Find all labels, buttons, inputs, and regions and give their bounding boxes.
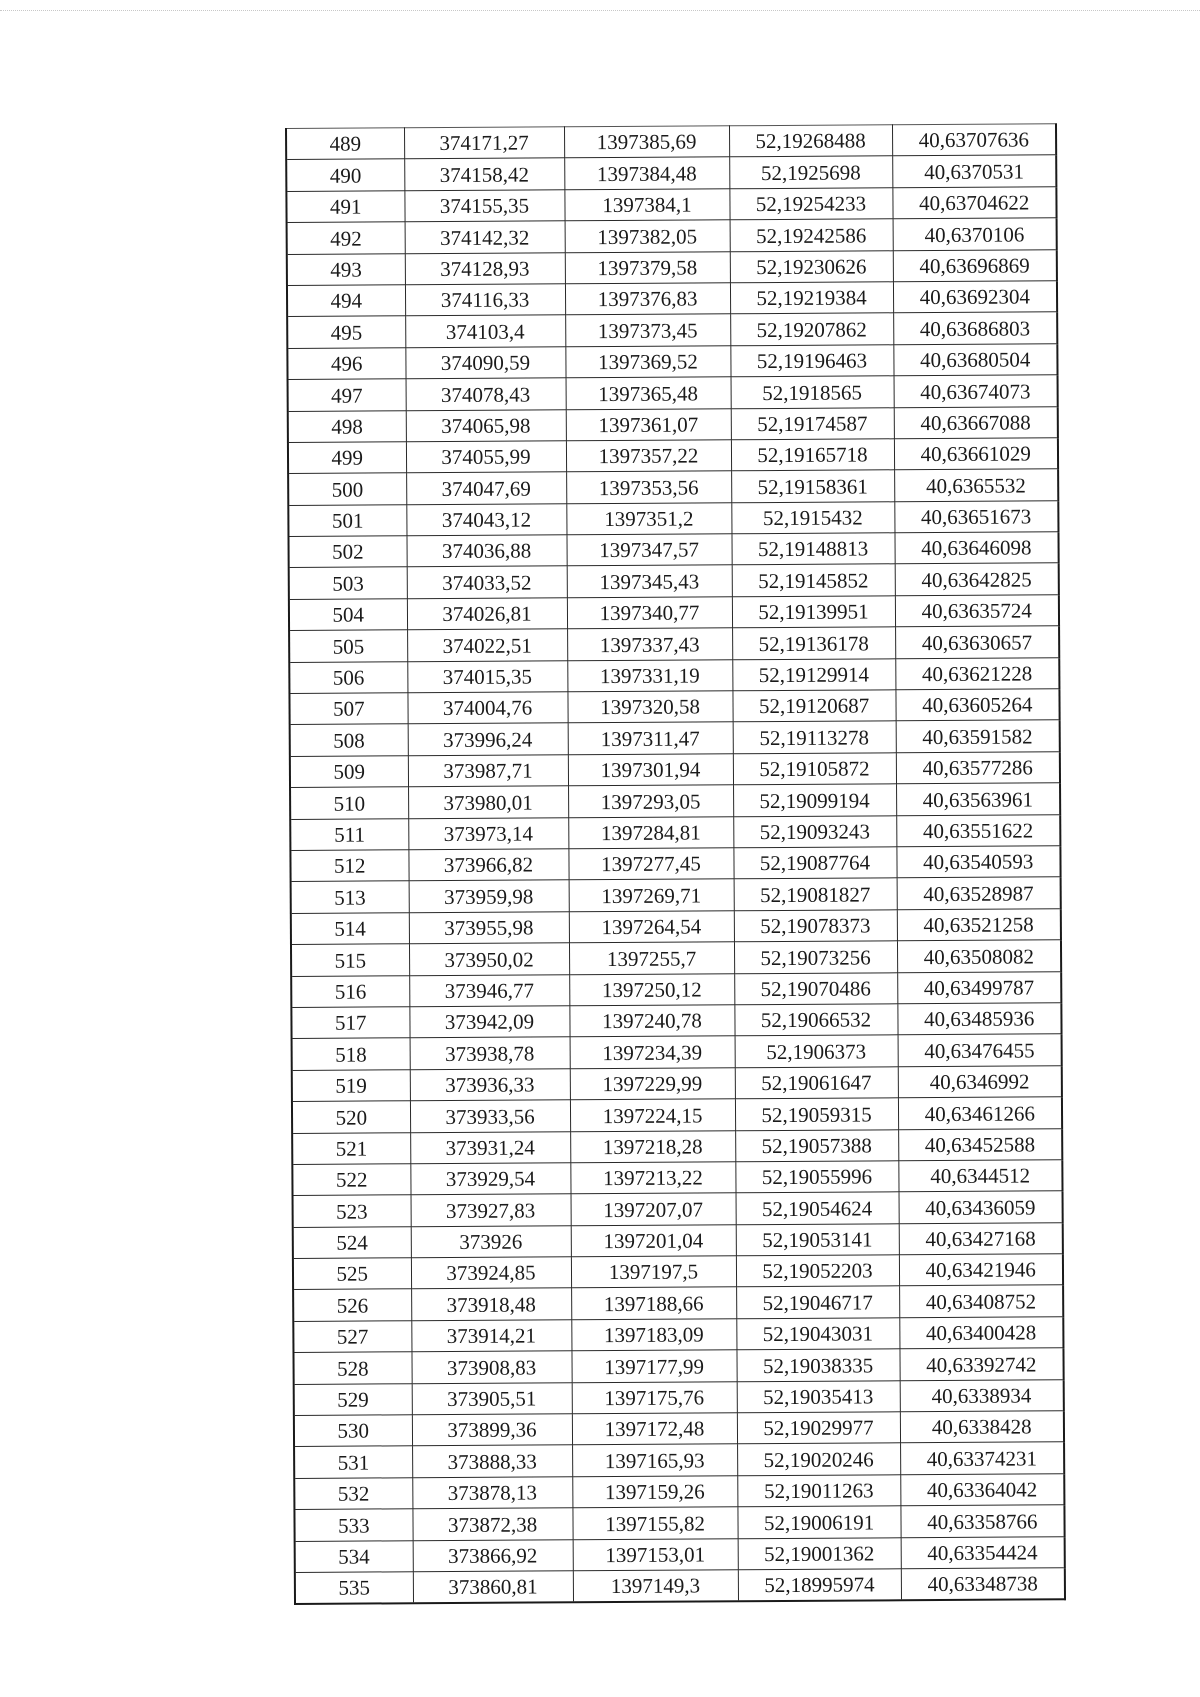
y-coordinate-cell: 1397345,43 <box>567 565 732 597</box>
table-row <box>289 595 1059 631</box>
y-coordinate-cell: 1397340,77 <box>567 597 732 629</box>
latitude-cell: 52,19207862 <box>730 313 893 345</box>
point-number-cell: 496 <box>287 348 405 380</box>
y-coordinate-cell: 1397155,82 <box>572 1507 737 1539</box>
point-number-cell: 515 <box>291 944 409 976</box>
point-number-cell: 503 <box>289 567 407 599</box>
x-coordinate-cell: 374043,12 <box>406 503 566 535</box>
point-number-cell: 512 <box>290 850 408 882</box>
point-number-cell: 524 <box>293 1226 411 1258</box>
latitude-cell: 52,19057388 <box>735 1129 898 1161</box>
y-coordinate-cell: 1397255,7 <box>569 942 734 974</box>
longitude-cell: 40,63674073 <box>894 375 1058 407</box>
longitude-cell: 40,63661029 <box>894 438 1058 470</box>
point-number-cell: 492 <box>287 222 405 254</box>
latitude-cell: 52,19120687 <box>732 690 895 722</box>
latitude-cell: 52,19059315 <box>735 1098 898 1130</box>
latitude-cell: 52,19242586 <box>730 219 893 251</box>
table-row <box>292 1160 1062 1196</box>
y-coordinate-cell: 1397293,05 <box>568 785 733 817</box>
latitude-cell: 52,1918565 <box>731 376 894 408</box>
longitude-cell: 40,63508082 <box>897 940 1061 972</box>
longitude-cell: 40,63563961 <box>896 783 1060 815</box>
point-number-cell: 508 <box>290 724 408 756</box>
table-row <box>291 940 1061 976</box>
y-coordinate-cell: 1397331,19 <box>567 659 732 691</box>
point-number-cell: 528 <box>293 1352 411 1384</box>
x-coordinate-cell: 373959,98 <box>409 880 569 912</box>
y-coordinate-cell: 1397201,04 <box>571 1224 736 1256</box>
longitude-cell: 40,63651673 <box>894 500 1058 532</box>
x-coordinate-cell: 373924,85 <box>411 1257 571 1289</box>
table-row <box>290 720 1060 756</box>
latitude-cell: 52,19230626 <box>730 250 893 282</box>
latitude-cell: 52,19043031 <box>736 1318 899 1350</box>
latitude-cell: 52,19053141 <box>736 1223 899 1255</box>
x-coordinate-cell: 374128,93 <box>405 252 565 284</box>
x-coordinate-cell: 373927,83 <box>411 1194 571 1226</box>
latitude-cell: 52,19054624 <box>736 1192 899 1224</box>
y-coordinate-cell: 1397351,2 <box>566 502 731 534</box>
latitude-cell: 52,19113278 <box>733 721 896 753</box>
y-coordinate-cell: 1397264,54 <box>569 911 734 943</box>
latitude-cell: 52,19136178 <box>732 627 895 659</box>
point-number-cell: 504 <box>289 599 407 631</box>
y-coordinate-cell: 1397153,01 <box>573 1538 738 1570</box>
x-coordinate-cell: 373914,21 <box>411 1320 571 1352</box>
point-number-cell: 509 <box>290 756 408 788</box>
y-coordinate-cell: 1397384,1 <box>564 189 729 221</box>
latitude-cell: 52,19145852 <box>732 564 895 596</box>
table-row <box>292 1097 1062 1133</box>
longitude-cell: 40,63348738 <box>901 1568 1065 1601</box>
point-number-cell: 521 <box>292 1132 410 1164</box>
y-coordinate-cell: 1397183,09 <box>571 1319 736 1351</box>
table-row <box>287 218 1057 254</box>
longitude-cell: 40,63667088 <box>894 406 1058 438</box>
longitude-cell: 40,63358766 <box>900 1505 1064 1537</box>
longitude-cell: 40,63621228 <box>895 657 1059 689</box>
longitude-cell: 40,63686803 <box>893 312 1057 344</box>
longitude-cell: 40,63630657 <box>895 626 1059 658</box>
y-coordinate-cell: 1397384,48 <box>564 157 729 189</box>
y-coordinate-cell: 1397218,28 <box>570 1130 735 1162</box>
x-coordinate-cell: 374078,43 <box>406 378 566 410</box>
longitude-cell: 40,6370531 <box>892 155 1056 187</box>
x-coordinate-cell: 373918,48 <box>411 1288 571 1320</box>
x-coordinate-cell: 373955,98 <box>409 912 569 944</box>
y-coordinate-cell: 1397361,07 <box>566 408 731 440</box>
point-number-cell: 489 <box>286 128 404 160</box>
y-coordinate-cell: 1397311,47 <box>568 722 733 754</box>
y-coordinate-cell: 1397365,48 <box>566 377 731 409</box>
table-row <box>288 500 1058 536</box>
longitude-cell: 40,63354424 <box>901 1536 1065 1568</box>
y-coordinate-cell: 1397373,45 <box>565 314 730 346</box>
latitude-cell: 52,19148813 <box>731 533 894 565</box>
y-coordinate-cell: 1397369,52 <box>565 346 730 378</box>
point-number-cell: 520 <box>292 1101 410 1133</box>
longitude-cell: 40,63452588 <box>898 1128 1062 1160</box>
y-coordinate-cell: 1397188,66 <box>571 1287 736 1319</box>
longitude-cell: 40,63642825 <box>895 563 1059 595</box>
table-row <box>288 532 1058 568</box>
x-coordinate-cell: 373899,36 <box>412 1414 572 1446</box>
latitude-cell: 52,19165718 <box>731 439 894 471</box>
x-coordinate-cell: 373938,78 <box>410 1037 570 1069</box>
latitude-cell: 52,1925698 <box>729 156 892 188</box>
table-row <box>291 971 1061 1007</box>
y-coordinate-cell: 1397149,3 <box>573 1570 738 1603</box>
point-number-cell: 517 <box>291 1007 409 1039</box>
longitude-cell: 40,63696869 <box>893 249 1057 281</box>
x-coordinate-cell: 373905,51 <box>412 1382 572 1414</box>
latitude-cell: 52,19066532 <box>734 1004 897 1036</box>
x-coordinate-cell: 374055,99 <box>406 441 566 473</box>
longitude-cell: 40,63646098 <box>894 532 1058 564</box>
table-row <box>287 249 1057 285</box>
longitude-cell: 40,63499787 <box>897 971 1061 1003</box>
table-row <box>294 1379 1064 1415</box>
table-row <box>286 124 1056 160</box>
coordinates-table-body <box>286 124 1065 1605</box>
point-number-cell: 493 <box>287 253 405 285</box>
longitude-cell: 40,6370106 <box>893 218 1057 250</box>
table-row <box>290 814 1060 850</box>
latitude-cell: 52,1906373 <box>735 1035 898 1067</box>
longitude-cell: 40,63680504 <box>893 344 1057 376</box>
point-number-cell: 494 <box>287 285 405 317</box>
point-number-cell: 523 <box>293 1195 411 1227</box>
latitude-cell: 52,19268488 <box>729 125 892 157</box>
latitude-cell: 52,19011263 <box>737 1475 900 1507</box>
y-coordinate-cell: 1397277,45 <box>568 848 733 880</box>
point-number-cell: 500 <box>288 473 406 505</box>
latitude-cell: 52,19046717 <box>736 1286 899 1318</box>
latitude-cell: 52,19081827 <box>734 878 897 910</box>
latitude-cell: 52,18995974 <box>738 1569 901 1602</box>
longitude-cell: 40,63374231 <box>900 1442 1064 1474</box>
x-coordinate-cell: 373888,33 <box>412 1445 572 1477</box>
y-coordinate-cell: 1397347,57 <box>566 534 731 566</box>
latitude-cell: 52,19073256 <box>734 941 897 973</box>
y-coordinate-cell: 1397385,69 <box>564 126 729 158</box>
y-coordinate-cell: 1397224,15 <box>570 1099 735 1131</box>
x-coordinate-cell: 373936,33 <box>410 1068 570 1100</box>
y-coordinate-cell: 1397382,05 <box>565 220 730 252</box>
latitude-cell: 52,19129914 <box>732 658 895 690</box>
longitude-cell: 40,63577286 <box>896 752 1060 784</box>
y-coordinate-cell: 1397159,26 <box>572 1476 737 1508</box>
latitude-cell: 52,19174587 <box>731 407 894 439</box>
table-row <box>288 406 1058 442</box>
table-row <box>286 155 1056 191</box>
longitude-cell: 40,63704622 <box>892 187 1056 219</box>
y-coordinate-cell: 1397240,78 <box>569 1005 734 1037</box>
latitude-cell: 52,19035413 <box>737 1380 900 1412</box>
x-coordinate-cell: 373872,38 <box>412 1508 572 1540</box>
y-coordinate-cell: 1397357,22 <box>566 440 731 472</box>
point-number-cell: 505 <box>289 630 407 662</box>
point-number-cell: 511 <box>290 818 408 850</box>
table-row <box>293 1348 1063 1384</box>
longitude-cell: 40,63364042 <box>900 1474 1064 1506</box>
point-number-cell: 526 <box>293 1289 411 1321</box>
x-coordinate-cell: 373866,92 <box>413 1539 573 1571</box>
y-coordinate-cell: 1397250,12 <box>569 973 734 1005</box>
x-coordinate-cell: 373942,09 <box>409 1006 569 1038</box>
latitude-cell: 52,19006191 <box>737 1506 900 1538</box>
x-coordinate-cell: 373908,83 <box>411 1351 571 1383</box>
y-coordinate-cell: 1397213,22 <box>570 1162 735 1194</box>
point-number-cell: 516 <box>291 975 409 1007</box>
point-number-cell: 534 <box>295 1540 413 1572</box>
point-number-cell: 525 <box>293 1258 411 1290</box>
longitude-cell: 40,6338428 <box>900 1411 1064 1443</box>
point-number-cell: 514 <box>291 913 409 945</box>
latitude-cell: 52,19105872 <box>733 753 896 785</box>
point-number-cell: 507 <box>289 693 407 725</box>
table-row <box>290 846 1060 882</box>
x-coordinate-cell: 374158,42 <box>404 158 564 190</box>
longitude-cell: 40,6338934 <box>900 1379 1064 1411</box>
x-coordinate-cell: 374047,69 <box>406 472 566 504</box>
table-row <box>289 626 1059 662</box>
y-coordinate-cell: 1397197,5 <box>571 1256 736 1288</box>
y-coordinate-cell: 1397177,99 <box>571 1350 736 1382</box>
latitude-cell: 52,19196463 <box>730 345 893 377</box>
y-coordinate-cell: 1397172,48 <box>572 1413 737 1445</box>
latitude-cell: 52,19070486 <box>734 972 897 1004</box>
longitude-cell: 40,63635724 <box>895 595 1059 627</box>
latitude-cell: 52,19052203 <box>736 1255 899 1287</box>
table-row <box>288 438 1058 474</box>
table-row <box>291 909 1061 945</box>
table-row <box>287 281 1057 317</box>
table-row <box>288 469 1058 505</box>
point-number-cell: 510 <box>290 787 408 819</box>
longitude-cell: 40,63528987 <box>897 877 1061 909</box>
table-row <box>294 1411 1064 1447</box>
latitude-cell: 52,19029977 <box>737 1412 900 1444</box>
x-coordinate-cell: 373996,24 <box>408 723 568 755</box>
point-number-cell: 490 <box>286 159 404 191</box>
x-coordinate-cell: 374015,35 <box>407 660 567 692</box>
point-number-cell: 527 <box>293 1321 411 1353</box>
y-coordinate-cell: 1397301,94 <box>568 754 733 786</box>
x-coordinate-cell: 374065,98 <box>406 409 566 441</box>
y-coordinate-cell: 1397229,99 <box>570 1067 735 1099</box>
longitude-cell: 40,63485936 <box>897 1003 1061 1035</box>
table-row <box>294 1505 1064 1541</box>
x-coordinate-cell: 374022,51 <box>407 629 567 661</box>
table-row <box>292 1034 1062 1070</box>
longitude-cell: 40,6346992 <box>898 1065 1062 1097</box>
table-row <box>292 1128 1062 1164</box>
latitude-cell: 52,19078373 <box>734 910 897 942</box>
coordinates-table <box>285 123 1066 1605</box>
y-coordinate-cell: 1397379,58 <box>565 251 730 283</box>
table-row <box>293 1222 1063 1258</box>
y-coordinate-cell: 1397175,76 <box>572 1381 737 1413</box>
x-coordinate-cell: 374026,81 <box>407 598 567 630</box>
x-coordinate-cell: 373973,14 <box>408 817 568 849</box>
x-coordinate-cell: 374103,4 <box>405 315 565 347</box>
latitude-cell: 52,19055996 <box>735 1161 898 1193</box>
point-number-cell: 522 <box>292 1164 410 1196</box>
longitude-cell: 40,63436059 <box>899 1191 1063 1223</box>
x-coordinate-cell: 374142,32 <box>405 221 565 253</box>
table-row <box>295 1536 1065 1572</box>
table-row <box>294 1474 1064 1510</box>
y-coordinate-cell: 1397207,07 <box>571 1193 736 1225</box>
latitude-cell: 52,19087764 <box>733 847 896 879</box>
y-coordinate-cell: 1397234,39 <box>570 1036 735 1068</box>
table-row <box>286 187 1056 223</box>
table-row <box>289 689 1059 725</box>
longitude-cell: 40,6344512 <box>898 1160 1062 1192</box>
point-number-cell: 513 <box>291 881 409 913</box>
point-number-cell: 535 <box>295 1572 413 1605</box>
longitude-cell: 40,63400428 <box>899 1317 1063 1349</box>
latitude-cell: 52,19001362 <box>738 1537 901 1569</box>
longitude-cell: 40,63521258 <box>897 909 1061 941</box>
longitude-cell: 40,63392742 <box>899 1348 1063 1380</box>
x-coordinate-cell: 374116,33 <box>405 284 565 316</box>
x-coordinate-cell: 373926 <box>411 1225 571 1257</box>
latitude-cell: 52,19254233 <box>729 188 892 220</box>
x-coordinate-cell: 373933,56 <box>410 1100 570 1132</box>
longitude-cell: 40,63408752 <box>899 1285 1063 1317</box>
point-number-cell: 529 <box>294 1383 412 1415</box>
point-number-cell: 532 <box>294 1478 412 1510</box>
latitude-cell: 52,1915432 <box>731 501 894 533</box>
page-top-border <box>0 10 1200 11</box>
latitude-cell: 52,19099194 <box>733 784 896 816</box>
table-row <box>289 657 1059 693</box>
table-row <box>291 877 1061 913</box>
x-coordinate-cell: 374033,52 <box>407 566 567 598</box>
y-coordinate-cell: 1397284,81 <box>568 816 733 848</box>
table-row <box>293 1285 1063 1321</box>
x-coordinate-cell: 374004,76 <box>407 692 567 724</box>
table-row <box>290 783 1060 819</box>
x-coordinate-cell: 374036,88 <box>406 535 566 567</box>
point-number-cell: 495 <box>287 316 405 348</box>
table-row <box>293 1254 1063 1290</box>
y-coordinate-cell: 1397353,56 <box>566 471 731 503</box>
table-row <box>290 752 1060 788</box>
x-coordinate-cell: 373980,01 <box>408 786 568 818</box>
longitude-cell: 40,63692304 <box>893 281 1057 313</box>
longitude-cell: 40,63605264 <box>895 689 1059 721</box>
point-number-cell: 530 <box>294 1415 412 1447</box>
longitude-cell: 40,6365532 <box>894 469 1058 501</box>
x-coordinate-cell: 373946,77 <box>409 974 569 1006</box>
y-coordinate-cell: 1397165,93 <box>572 1444 737 1476</box>
longitude-cell: 40,63476455 <box>898 1034 1062 1066</box>
point-number-cell: 531 <box>294 1446 412 1478</box>
point-number-cell: 533 <box>294 1509 412 1541</box>
point-number-cell: 506 <box>289 661 407 693</box>
y-coordinate-cell: 1397269,71 <box>569 879 734 911</box>
point-number-cell: 491 <box>286 191 404 223</box>
point-number-cell: 499 <box>288 442 406 474</box>
latitude-cell: 52,19093243 <box>733 815 896 847</box>
longitude-cell: 40,63461266 <box>898 1097 1062 1129</box>
table-row <box>294 1442 1064 1478</box>
table-row <box>287 344 1057 380</box>
point-number-cell: 518 <box>292 1038 410 1070</box>
longitude-cell: 40,63707636 <box>892 124 1056 156</box>
point-number-cell: 501 <box>288 504 406 536</box>
point-number-cell: 498 <box>288 410 406 442</box>
latitude-cell: 52,19020246 <box>737 1443 900 1475</box>
x-coordinate-cell: 374090,59 <box>405 347 565 379</box>
x-coordinate-cell: 373929,54 <box>410 1163 570 1195</box>
longitude-cell: 40,63540593 <box>896 846 1060 878</box>
longitude-cell: 40,63591582 <box>896 720 1060 752</box>
longitude-cell: 40,63427168 <box>899 1222 1063 1254</box>
y-coordinate-cell: 1397376,83 <box>565 283 730 315</box>
x-coordinate-cell: 373931,24 <box>410 1131 570 1163</box>
y-coordinate-cell: 1397337,43 <box>567 628 732 660</box>
x-coordinate-cell: 374171,27 <box>404 127 564 159</box>
latitude-cell: 52,19061647 <box>735 1066 898 1098</box>
point-number-cell: 502 <box>288 536 406 568</box>
x-coordinate-cell: 373987,71 <box>408 755 568 787</box>
latitude-cell: 52,19219384 <box>730 282 893 314</box>
latitude-cell: 52,19038335 <box>736 1349 899 1381</box>
latitude-cell: 52,19139951 <box>732 596 895 628</box>
x-coordinate-cell: 374155,35 <box>404 190 564 222</box>
x-coordinate-cell: 373966,82 <box>408 849 568 881</box>
x-coordinate-cell: 373950,02 <box>409 943 569 975</box>
point-number-cell: 497 <box>288 379 406 411</box>
longitude-cell: 40,63551622 <box>896 814 1060 846</box>
table-row <box>293 1317 1063 1353</box>
table-row <box>287 312 1057 348</box>
longitude-cell: 40,63421946 <box>899 1254 1063 1286</box>
x-coordinate-cell: 373860,81 <box>413 1571 573 1604</box>
y-coordinate-cell: 1397320,58 <box>567 691 732 723</box>
table-row <box>293 1191 1063 1227</box>
table-row <box>289 563 1059 599</box>
x-coordinate-cell: 373878,13 <box>412 1477 572 1509</box>
table-row <box>295 1568 1065 1605</box>
table-row <box>288 375 1058 411</box>
point-number-cell: 519 <box>292 1069 410 1101</box>
table-row <box>291 1003 1061 1039</box>
table-row <box>292 1065 1062 1101</box>
latitude-cell: 52,19158361 <box>731 470 894 502</box>
